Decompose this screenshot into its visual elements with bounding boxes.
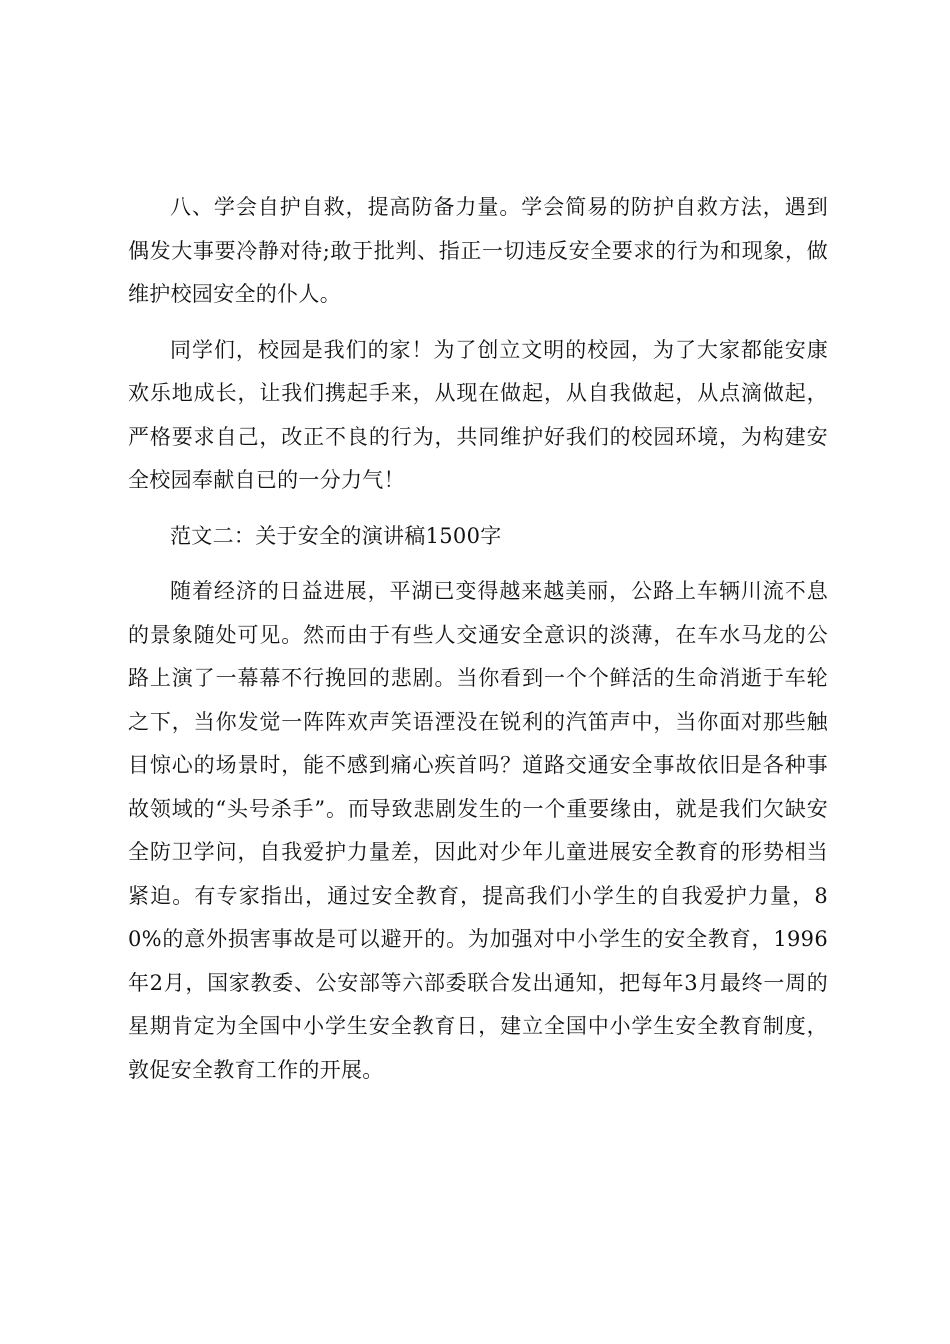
document-body xyxy=(128,186,828,1104)
paragraph-safety-self-rescue: 八、学会自护自救，提高防备力量。学会简易的防护自救方法，遇到偶发大事要冷静对待;敢于批判、指正一切违反安全要求的行为和现象，做维护校园安全的仆人。 xyxy=(128,195,828,306)
section-heading-sample-two: 范文二：关于安全的演讲稿1500字 xyxy=(170,523,502,548)
paragraph-traffic-safety: 随着经济的日益进展，平湖已变得越来越美丽，公路上车辆川流不息的景象随处可见。然而由于有些人交通安全意识的淡薄，在车水马龙的公路上演了一幕幕不行挽回的悲剧。当你看到一个个鲜活的生命消逝于车轮之下，当你发觉一阵阵欢声笑语湮没在锐利的汽笛声中，当你面对那些触目惊心的场景时，能不感到痛心疾首吗？道路交通安全事故依旧是各种事故领域的“头号杀手”。而导致悲剧发生的一个重要缘由，就是我们欠缺安全防卫学问，自我爱护力量差，因此对少年儿童进展安全教育的形势相当紧迫。有专家指出，通过安全教育，提高我们小学生的自我爱护力量，80%的意外损害事故是可以避开的。为加强对中小学生的安全教育，1996年2月，国家教委、公安部等六部委联合发出通知，把每年3月最终一周的星期肯定为全国中小学生安全教育日，建立全国中小学生安全教育制度，敦促安全教育工作的开展。 xyxy=(128,579,828,1082)
paragraph-classmates-appeal: 同学们，校园是我们的家！为了创立文明的校园，为了大家都能安康欢乐地成长，让我们携起手来，从现在做起，从自我做起，从点滴做起，严格要求自己，改正不良的行为，共同维护好我们的校园环境，为构建安全校园奉献自已的一分力气！ xyxy=(128,337,828,492)
